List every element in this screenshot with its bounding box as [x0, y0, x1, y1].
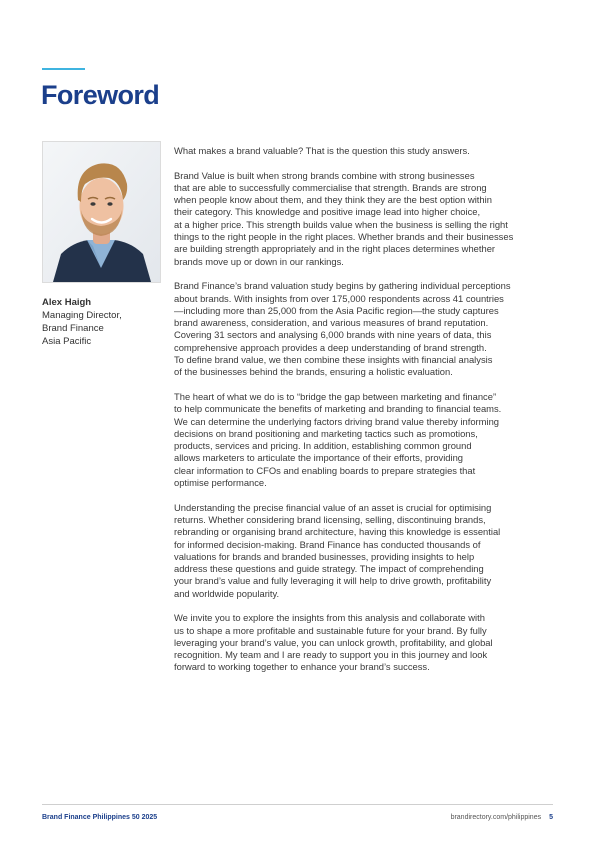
body-line: Brand Value is built when strong brands combine with strong businesses: [174, 169, 475, 181]
body-line: address these questions and guide strategy. The impact of comprehending: [174, 563, 484, 575]
body-line: recognition. My team and I are ready to support you in this journey and look: [174, 649, 488, 661]
body-line: products, services and pricing. In addition, establishing common ground: [174, 440, 472, 452]
footer-publication-title: Brand Finance Philippines 50 2025: [42, 814, 158, 821]
body-line: rebranding or organising brand architecture, having this knowledge is essential: [174, 526, 501, 538]
body-line: The heart of what we do is to “bridge the gap between marketing and finance”: [174, 390, 497, 402]
body-line: forward to working together to enhance your brand’s success.: [174, 661, 430, 673]
body-paragraph: [174, 280, 546, 378]
body-line: to help communicate the benefits of marketing and branding to financial teams.: [174, 403, 502, 415]
body-line: allows marketers to articulate the importance of their efforts, providing: [174, 452, 464, 464]
footer-url[interactable]: brandirectory.com/philippines: [450, 814, 542, 821]
body-paragraph: [174, 170, 546, 268]
author-role-line: Asia Pacific: [42, 336, 92, 347]
body-line: What makes a brand valuable? That is the question this study answers.: [174, 145, 470, 156]
body-line: leveraging your brand’s value, you can unlock growth, profitability, and global: [174, 636, 493, 648]
body-paragraph: [174, 612, 546, 673]
body-line: your brand’s value and fully leveraging it will help to drive growth, profitability: [174, 575, 492, 587]
body-line: We can determine the underlying factors driving brand value thereby informing: [174, 415, 500, 427]
body-line: Understanding the precise financial value of an asset is crucial for optimising: [174, 501, 492, 513]
foreword-body: [174, 145, 546, 686]
body-line: We invite you to explore the insights from this analysis and collaborate with: [174, 612, 485, 624]
body-line: returns. Whether considering brand licensing, selling, discontinuing brands,: [174, 513, 486, 525]
author-role-line: Brand Finance: [42, 323, 104, 334]
body-line: —including more than 25,000 from the Asia Pacific region—the study captures: [174, 304, 499, 316]
body-line: Brand Finance’s brand valuation study begins by gathering individual perceptions: [174, 280, 511, 292]
body-line: things to the right people in the right places. Whether brands and their businesses: [174, 231, 514, 243]
body-paragraph: [174, 145, 546, 157]
author-role-line: Managing Director,: [42, 310, 122, 321]
body-paragraph: [174, 391, 546, 489]
portrait-photo: [43, 142, 160, 282]
body-line: their category. This knowledge and positive image lead into higher choice,: [174, 206, 481, 218]
body-line: about brands. With insights from over 175,000 respondents across 41 countries: [174, 292, 504, 304]
body-line: when people know about them, and they think they are the best option within: [174, 194, 492, 206]
body-line: us to shape a more profitable and sustainable future for your brand. By fully: [174, 624, 487, 636]
body-line: valuations for brands and branded businesses, providing insights to help: [174, 550, 475, 562]
page-title: Foreword: [41, 80, 160, 110]
footer-right: [451, 814, 553, 821]
body-line: optimise performance.: [174, 477, 267, 489]
author-block: [42, 296, 122, 348]
footer-divider: [42, 804, 553, 805]
body-line: clear information to CFOs and enabling boards to prepare strategies that: [174, 464, 476, 476]
body-paragraph: [174, 502, 546, 600]
author-portrait: [42, 141, 161, 283]
body-line: To define brand value, we then combine these insights with financial analysis: [174, 354, 493, 366]
title-accent-rule: [42, 68, 85, 70]
page-number: 5: [549, 814, 553, 821]
author-name: Alex Haigh: [42, 297, 92, 308]
body-line: of the businesses behind the brands, ensuring a holistic evaluation.: [174, 366, 453, 378]
body-line: brand awareness, consideration, and various measures of brand reputation.: [174, 317, 489, 329]
body-line: at a higher price. This strength builds value when the business is selling the right: [174, 218, 508, 230]
body-line: decisions on brand positioning and marketing tactics such as promotions,: [174, 427, 478, 439]
body-line: for informed decision-making. Brand Finance has conducted thousands of: [174, 538, 481, 550]
body-line: that are able to successfully commercialise that strength. Brands are strong: [174, 181, 487, 193]
body-line: brands move up or down in our rankings.: [174, 255, 344, 267]
body-line: Covering 31 sectors and analysing 6,000 brands with nine years of data, this: [174, 329, 492, 341]
body-line: comprehensive approach provides a deep understanding of brand strength.: [174, 341, 487, 353]
body-line: are building strength appropriately and in the right places determines whether: [174, 243, 496, 255]
body-line: and worldwide popularity.: [174, 587, 280, 599]
